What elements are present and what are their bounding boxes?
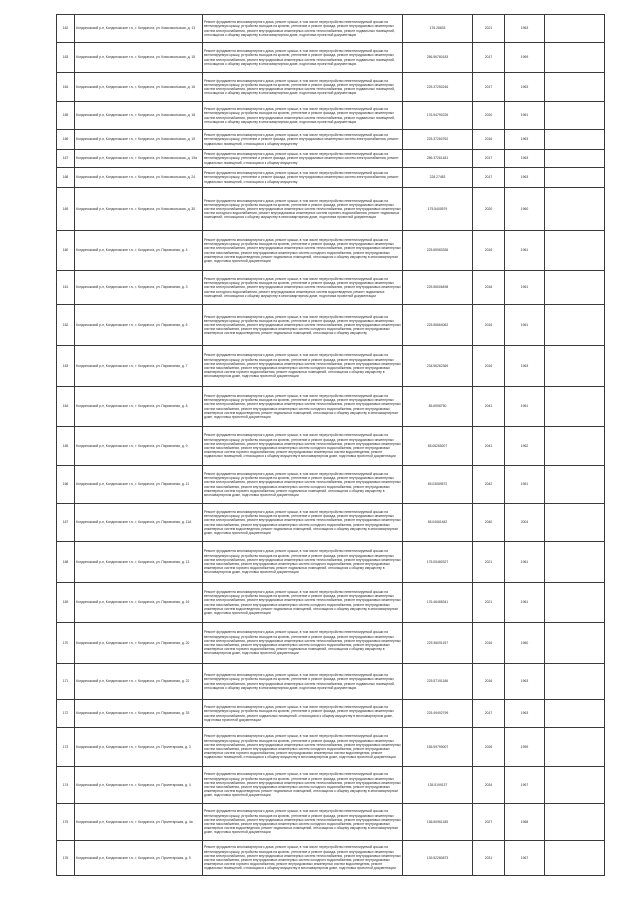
repair-year-cell: 2016 <box>473 346 505 387</box>
cost-cell: 225.37250246 <box>403 73 473 102</box>
address-cell: Кондопожский р-н, Кондопожское г.п., г. Кондопога, ул. Комсомольская, д. 18 <box>75 102 203 130</box>
row-number-cell: 161 <box>57 271 75 305</box>
works-cell: Ремонт фундамента многоквартирного дома, ремонт крыши, в том числе переустройство невентилируемой крыши на вентилируемую крышу, устройство выходов на кровлю, утепление и ремонт фасада, ремонт внутридомовых инженерных систем электроснабжения, ремонт внутридомовых инженерных систем теплоснабжения, ремонт внутридомовых инженерных систем газоснабжения, ремонт внутридомовых инженерных систем холодного водоснабжения, ремонт внутридомовых инженерных систем водоотведения, ремонт подвальных помещений, относящихся к общему имуществу <box>203 305 403 346</box>
works-cell: Ремонт фундамента многоквартирного дома, ремонт крыши, в том числе переустройство невентилируемой крыши на вентилируемую крышу, утепление и ремонт фасада, ремонт внутридомовых инженерных систем электроснабжения, ремонт подвальных помещений, относящихся к общему имуществу <box>203 150 403 168</box>
address-cell: Кондопожский р-н, Кондопожское г.п., г. Кондопога, ул. Комсомольская, д. 13 <box>75 15 203 43</box>
table-row <box>57 728 605 767</box>
table-row <box>57 271 605 305</box>
build-year-cell: 1967 <box>505 767 545 804</box>
table-row <box>57 43 605 73</box>
repair-year-cell: 2026 <box>473 728 505 767</box>
empty-cell <box>545 728 605 767</box>
cost-cell: 175.5400579 <box>403 188 473 231</box>
cost-cell: 175.05480327 <box>403 542 473 583</box>
repair-year-cell: 2017 <box>473 43 505 73</box>
empty-cell <box>545 43 605 73</box>
repair-year-cell: 2021 <box>473 15 505 43</box>
address-cell: Кондопожский р-н, Кондопожское г.п., г. Кондопога, ул. Пролетарская, д. 3 <box>75 728 203 767</box>
table-row <box>57 102 605 130</box>
cost-cell: 85.6598750 <box>403 387 473 427</box>
build-year-cell: 1963 <box>505 73 545 102</box>
works-cell: Ремонт фундамента многоквартирного дома, ремонт крыши, в том числе переустройство невентилируемой крыши на вентилируемую крышу, устройство выходов на кровлю, утепление и ремонт фасада, ремонт внутридомовых инженерных систем электроснабжения, ремонт внутридомовых инженерных систем теплоснабжения, ремонт внутридомовых инженерных систем газоснабжения, ремонт внутридомовых инженерных систем холодного водоснабжения, ремонт внутридомовых инженерных систем горячего водоснабжения, ремонт внутридомовых инженерных систем водоотведения, ремонт подвальных помещений, относящихся к общему имуществу в многоквартирном доме, подготовка проектной документации <box>203 427 403 466</box>
empty-cell <box>545 700 605 728</box>
address-cell: Кондопожский р-н, Кондопожское г.п., г. Кондопога, ул. Комсомольская, д. 19а <box>75 150 203 168</box>
empty-cell <box>545 188 605 231</box>
works-cell: Ремонт фундамента многоквартирного дома, ремонт крыши, в том числе переустройство невентилируемой крыши на вентилируемую крышу, устройство выходов на кровлю, утепление и ремонт фасада, ремонт внутридомовых инженерных систем электроснабжения, ремонт внутридомовых инженерных систем теплоснабжения, ремонт подвальных помещений, относящихся к общему имуществу в многоквартирном доме, подготовка проектной документации <box>203 664 403 700</box>
table-row <box>57 168 605 188</box>
cost-cell: 176.54790226 <box>403 102 473 130</box>
address-cell: Кондопожский р-н, Кондопожское г.п., г. Кондопога, ул. Паровозная, д. 33 <box>75 700 203 728</box>
build-year-cell: 1961 <box>505 305 545 346</box>
repair-year-cell: 2016 <box>473 305 505 346</box>
empty-cell <box>545 841 605 876</box>
cost-cell: 176.26633 <box>403 15 473 43</box>
empty-cell <box>545 804 605 841</box>
table-row <box>57 767 605 804</box>
cost-cell: 234.56262369 <box>403 346 473 387</box>
table-row <box>57 231 605 271</box>
table-row <box>57 466 605 504</box>
row-number-cell: 160 <box>57 231 75 271</box>
repair-year-cell: 2041 <box>473 427 505 466</box>
build-year-cell: 1961 <box>505 466 545 504</box>
cost-cell: 156.50961185 <box>403 804 473 841</box>
address-cell: Кондопожский р-н, Кондопожское г.п., г. Кондопога, ул. Паровозная, д. 16 <box>75 583 203 623</box>
empty-cell <box>545 73 605 102</box>
empty-cell <box>545 150 605 168</box>
table-row <box>57 623 605 664</box>
repair-year-cell: 2017 <box>473 700 505 728</box>
empty-cell <box>545 767 605 804</box>
empty-cell <box>545 623 605 664</box>
empty-cell <box>545 15 605 43</box>
table-row <box>57 841 605 876</box>
build-year-cell: 1963 <box>505 150 545 168</box>
build-year-cell: 1963 <box>505 664 545 700</box>
address-cell: Кондопожский р-н, Кондопожское г.п., г. Кондопога, ул. Паровозная, д. 22 <box>75 664 203 700</box>
repair-year-cell: 2016 <box>473 231 505 271</box>
works-cell: Ремонт фундамента многоквартирного дома, ремонт крыши, в том числе переустройство невентилируемой крыши на вентилируемую крышу, устройство выходов на кровлю, утепление и ремонт фасада, ремонт внутридомовых инженерных систем электроснабжения, ремонт подвальных помещений, относящихся к общему имуществу в многоквартирном доме, подготовка проектной документации <box>203 700 403 728</box>
works-cell: Ремонт фундамента многоквартирного дома, ремонт крыши, в том числе переустройство невентилируемой крыши на вентилируемую крышу, устройство выходов на кровлю, утепление и ремонт фасада, ремонт внутридомовых инженерных систем электроснабжения, ремонт внутридомовых инженерных систем теплоснабжения, ремонт внутридомовых инженерных систем газоснабжения, ремонт внутридомовых инженерных систем холодного водоснабжения, ремонт внутридомовых инженерных систем водоотведения, ремонт подвальных помещений, относящихся к общему имуществу в многоквартирном доме, подготовка проектной документации <box>203 583 403 623</box>
address-cell: Кондопожский р-н, Кондопожское г.п., г. Кондопога, ул. Пролетарская, д. 4 <box>75 767 203 804</box>
table-row <box>57 583 605 623</box>
cost-cell: 65.03089572 <box>403 466 473 504</box>
cost-cell: 228.27483 <box>403 168 473 188</box>
works-cell: Ремонт фундамента многоквартирного дома, ремонт крыши, в том числе переустройство невентилируемой крыши на вентилируемую крышу, устройство выходов на кровлю, утепление и ремонт фасада, ремонт внутридомовых инженерных систем электроснабжения, ремонт внутридомовых инженерных систем теплоснабжения, ремонт внутридомовых инженерных систем газоснабжения, ремонт внутридомовых инженерных систем холодного водоснабжения, ремонт внутридомовых инженерных систем горячего водоснабжения, ремонт внутридомовых инженерных систем водоотведения, ремонт подвальных помещений, относящихся к общему имуществу в многоквартирном доме, подготовка проектной документации <box>203 728 403 767</box>
repair-year-cell: 2042 <box>473 466 505 504</box>
works-cell: Ремонт фундамента многоквартирного дома, ремонт крыши, в том числе переустройство невентилируемой крыши на вентилируемую крышу, устройство выходов на кровлю, утепление и ремонт фасада, ремонт внутридомовых инженерных систем электроснабжения, ремонт внутридомовых инженерных систем теплоснабжения, ремонт внутридомовых инженерных систем газоснабжения, ремонт внутридомовых инженерных систем холодного водоснабжения, ремонт внутридомовых инженерных систем горячего водоснабжения, ремонт подвальных помещений, относящихся к общему имуществу в многоквартирном доме, подготовка проектной документации <box>203 542 403 583</box>
empty-cell <box>545 346 605 387</box>
address-cell: Кондопожский р-н, Кондопожское г.п., г. Кондопога, ул. Паровозная, д. 4 <box>75 231 203 271</box>
empty-cell <box>545 168 605 188</box>
table-row <box>57 305 605 346</box>
row-number-cell: 169 <box>57 188 75 231</box>
build-year-cell: 1959 <box>505 728 545 767</box>
cost-cell: 256.56780183 <box>403 43 473 73</box>
capital-repair-table <box>56 14 605 876</box>
cost-cell: 225.57191186 <box>403 664 473 700</box>
works-cell: Ремонт фундамента многоквартирного дома, ремонт крыши, в том числе переустройство невентилируемой крыши на вентилируемую крышу, утепление и ремонт фасада, ремонт внутридомовых инженерных систем электроснабжения, ремонт подвальных помещений, относящихся к общему имуществу <box>203 168 403 188</box>
cost-cell: 135.5199137 <box>403 767 473 804</box>
works-cell: Ремонт фундамента многоквартирного дома, ремонт крыши, в том числе переустройство невентилируемой крыши на вентилируемую крышу, устройство выходов на кровлю, утепление и ремонт фасада, ремонт внутридомовых инженерных систем электроснабжения, ремонт внутридомовых инженерных систем теплоснабжения, ремонт подвальных помещений, относящихся к общему имуществу в многоквартирном доме, подготовка проектной документации <box>203 43 403 73</box>
works-cell: Ремонт фундамента многоквартирного дома, ремонт крыши, в том числе переустройство невентилируемой крыши на вентилируемую крышу, устройство выходов на кровлю, утепление и ремонт фасада, ремонт внутридомовых инженерных систем электроснабжения, ремонт внутридомовых инженерных систем теплоснабжения, ремонт внутридомовых инженерных систем газоснабжения, ремонт внутридомовых инженерных систем холодного водоснабжения, ремонт внутридомовых инженерных систем водоотведения, ремонт подвальных помещений, относящихся к общему имуществу в многоквартирном доме, подготовка проектной документации <box>203 767 403 804</box>
address-cell: Кондопожский р-н, Кондопожское г.п., г. Кондопога, ул. Паровозная, д. 7 <box>75 346 203 387</box>
address-cell: Кондопожский р-н, Кондопожское г.п., г. Кондопога, ул. Пролетарская, д. 4а <box>75 804 203 841</box>
row-number-cell: 166 <box>57 130 75 150</box>
address-cell: Кондопожский р-н, Кондопожское г.п., г. Кондопога, ул. Паровозная, д. 11 <box>75 466 203 504</box>
repair-year-cell: 2020 <box>473 102 505 130</box>
works-cell: Ремонт фундамента многоквартирного дома, ремонт крыши, в том числе переустройство невентилируемой крыши на вентилируемую крышу, устройство выходов на кровлю, утепление и ремонт фасада, ремонт внутридомовых инженерных систем электроснабжения, ремонт внутридомовых инженерных систем теплоснабжения, ремонт внутридомовых инженерных систем газоснабжения, ремонт внутридомовых инженерных систем холодного водоснабжения, ремонт внутридомовых инженерных систем горячего водоснабжения, ремонт внутридомовых инженерных систем водоотведения, ремонт подвальных помещений, относящихся к общему имуществу в многоквартирном доме, подготовка проектной документации <box>203 841 403 876</box>
works-cell: Ремонт фундамента многоквартирного дома, ремонт крыши, в том числе переустройство невентилируемой крыши на вентилируемую крышу, устройство выходов на кровлю, утепление и ремонт фасада, ремонт внутридомовых инженерных систем электроснабжения, ремонт внутридомовых инженерных систем теплоснабжения, ремонт внутридомовых инженерных систем холодного водоснабжения, ремонт внутридомовых инженерных систем горячего водоснабжения, ремонт подвальных помещений, относящихся к общему имуществу в многоквартирном доме, подготовка проектной документации <box>203 188 403 231</box>
row-number-cell: 168 <box>57 542 75 583</box>
repair-year-cell: 2041 <box>473 387 505 427</box>
empty-cell <box>545 664 605 700</box>
works-cell: Ремонт фундамента многоквартирного дома, ремонт крыши, в том числе переустройство невентилируемой крыши на вентилируемую крышу, устройство выходов на кровлю, утепление и ремонт фасада, ремонт внутридомовых инженерных систем электроснабжения, ремонт внутридомовых инженерных систем теплоснабжения, ремонт внутридомовых инженерных систем газоснабжения, ремонт внутридомовых инженерных систем холодного водоснабжения, ремонт внутридомовых инженерных систем водоотведения, ремонт подвальных помещений, относящихся к общему имуществу в многоквартирном доме, подготовка проектной документации <box>203 387 403 427</box>
works-cell: Ремонт фундамента многоквартирного дома, ремонт крыши, в том числе переустройство невентилируемой крыши на вентилируемую крышу, устройство выходов на кровлю, утепление и ремонт фасада, ремонт внутридомовых инженерных систем электроснабжения, ремонт внутридомовых инженерных систем теплоснабжения, ремонт внутридомовых инженерных систем газоснабжения, ремонт внутридомовых инженерных систем холодного водоснабжения, ремонт внутридомовых инженерных систем горячего водоснабжения, ремонт подвальных помещений, относящихся к общему имуществу в многоквартирном доме, подготовка проектной документации <box>203 623 403 664</box>
row-number-cell: 170 <box>57 623 75 664</box>
cost-cell: 225.49492799 <box>403 700 473 728</box>
build-year-cell: 1967 <box>505 841 545 876</box>
address-cell: Кондопожский р-н, Кондопожское г.п., г. Кондопога, ул. Паровозная, д. 6 <box>75 305 203 346</box>
cost-cell: 225.36091157 <box>403 623 473 664</box>
row-number-cell: 164 <box>57 73 75 102</box>
row-number-cell: 167 <box>57 150 75 168</box>
table-row <box>57 700 605 728</box>
build-year-cell: 1961 <box>505 387 545 427</box>
address-cell: Кондопожский р-н, Кондопожское г.п., г. Кондопога, ул. Паровозная, д. 8 <box>75 387 203 427</box>
build-year-cell: 1963 <box>505 700 545 728</box>
build-year-cell: 1962 <box>505 427 545 466</box>
empty-cell <box>545 271 605 305</box>
repair-year-cell: 2017 <box>473 150 505 168</box>
repair-year-cell: 2040 <box>473 504 505 542</box>
empty-cell <box>545 583 605 623</box>
address-cell: Кондопожский р-н, Кондопожское г.п., г. Кондопога, ул. Паровозная, д. 9 <box>75 427 203 466</box>
repair-year-cell: 2027 <box>473 804 505 841</box>
cost-cell: 155.59799007 <box>403 728 473 767</box>
empty-cell <box>545 466 605 504</box>
table-row <box>57 73 605 102</box>
build-year-cell: 1961 <box>505 271 545 305</box>
works-cell: Ремонт фундамента многоквартирного дома, ремонт крыши, в том числе переустройство невентилируемой крыши на вентилируемую крышу, устройство выходов на кровлю, утепление и ремонт фасада, ремонт внутридомовых инженерных систем электроснабжения, ремонт внутридомовых инженерных систем теплоснабжения, ремонт подвальных помещений, относящихся к общему имуществу в многоквартирном доме, подготовка проектной документации <box>203 102 403 130</box>
row-number-cell: 163 <box>57 346 75 387</box>
build-year-cell: 1968 <box>505 804 545 841</box>
works-cell: Ремонт фундамента многоквартирного дома, ремонт крыши, в том числе переустройство невентилируемой крыши на вентилируемую крышу, устройство выходов на кровлю, утепление и ремонт фасада, ремонт внутридомовых инженерных систем электроснабжения, ремонт внутридомовых инженерных систем теплоснабжения, ремонт подвальных помещений, относящихся к общему имуществу в многоквартирном доме, подготовка проектной документации <box>203 15 403 43</box>
row-number-cell: 163 <box>57 43 75 73</box>
address-cell: Кондопожский р-н, Кондопожское г.п., г. Кондопога, ул. Комсомольская, д. 30 <box>75 188 203 231</box>
address-cell: Кондопожский р-н, Кондопожское г.п., г. Кондопога, ул. Пролетарская, д. 5 <box>75 841 203 876</box>
repair-year-cell: 2016 <box>473 130 505 150</box>
works-cell: Ремонт фундамента многоквартирного дома, ремонт крыши, в том числе переустройство невентилируемой крыши на вентилируемую крышу, устройство выходов на кровлю, утепление и ремонт фасада, ремонт внутридомовых инженерных систем электроснабжения, ремонт внутридомовых инженерных систем теплоснабжения, ремонт внутридомовых инженерных систем газоснабжения, ремонт внутридомовых инженерных систем холодного водоснабжения, ремонт внутридомовых инженерных систем горячего водоснабжения, ремонт подвальных помещений, относящихся к общему имуществу в многоквартирном доме, подготовка проектной документации <box>203 466 403 504</box>
repair-year-cell: 2034 <box>473 767 505 804</box>
works-cell: Ремонт фундамента многоквартирного дома, ремонт крыши, в том числе переустройство невентилируемой крыши на вентилируемую крышу, устройство выходов на кровлю, утепление и ремонт фасада, ремонт внутридомовых инженерных систем электроснабжения, ремонт внутридомовых инженерных систем теплоснабжения, ремонт внутридомовых инженерных систем газоснабжения, ремонт внутридомовых инженерных систем холодного водоснабжения, ремонт внутридомовых инженерных систем водоотведения, ремонт подвальных помещений, относящихся к общему имуществу в многоквартирном доме, подготовка проектной документации <box>203 504 403 542</box>
table-row <box>57 664 605 700</box>
repair-year-cell: 2016 <box>473 664 505 700</box>
address-cell: Кондопожский р-н, Кондопожское г.п., г. Кондопога, ул. Комсомольская, д. 16 <box>75 73 203 102</box>
table-row <box>57 150 605 168</box>
row-number-cell: 173 <box>57 728 75 767</box>
row-number-cell: 174 <box>57 767 75 804</box>
cost-cell: 225.56664062 <box>403 305 473 346</box>
row-number-cell: 162 <box>57 15 75 43</box>
repair-year-cell: 2031 <box>473 841 505 876</box>
build-year-cell: 1961 <box>505 102 545 130</box>
works-cell: Ремонт фундамента многоквартирного дома, ремонт крыши, в том числе переустройство невентилируемой крыши на вентилируемую крышу, устройство выходов на кровлю, утепление и ремонт фасада, ремонт внутридомовых инженерных систем электроснабжения, ремонт внутридомовых инженерных систем теплоснабжения, ремонт внутридомовых инженерных систем газоснабжения, ремонт внутридомовых инженерных систем холодного водоснабжения, ремонт внутридомовых инженерных систем горячего водоснабжения, ремонт подвальных помещений, относящихся к общему имуществу в многоквартирном доме, подготовка проектной документации <box>203 346 403 387</box>
works-cell: Ремонт фундамента многоквартирного дома, ремонт крыши, в том числе переустройство невентилируемой крыши на вентилируемую крышу, устройство выходов на кровлю, утепление и ремонт фасада, ремонт внутридомовых инженерных систем электроснабжения, ремонт внутридомовых инженерных систем теплоснабжения, ремонт внутридомовых инженерных систем газоснабжения, ремонт внутридомовых инженерных систем холодного водоснабжения, ремонт внутридомовых инженерных систем водоотведения, ремонт подвальных помещений, относящихся к общему имуществу в многоквартирном доме, подготовка проектной документации <box>203 804 403 841</box>
table-body <box>57 15 605 876</box>
build-year-cell: 1961 <box>505 542 545 583</box>
repair-year-cell: 2017 <box>473 73 505 102</box>
cost-cell: 225.85983336 <box>403 231 473 271</box>
cost-cell: 65.06265207 <box>403 427 473 466</box>
empty-cell <box>545 504 605 542</box>
empty-cell <box>545 427 605 466</box>
cost-cell: 225.56006498 <box>403 271 473 305</box>
works-cell: Ремонт фундамента многоквартирного дома, ремонт крыши, в том числе переустройство невентилируемой крыши на вентилируемую крышу, утепление и ремонт фасада, ремонт внутридомовых инженерных систем электроснабжения, ремонт подвальных помещений, относящихся к общему имуществу <box>203 130 403 150</box>
repair-year-cell: 2021 <box>473 583 505 623</box>
build-year-cell: 1961 <box>505 583 545 623</box>
cost-cell: 65.04061482 <box>403 504 473 542</box>
row-number-cell: 172 <box>57 700 75 728</box>
address-cell: Кондопожский р-н, Кондопожское г.п., г. Кондопога, ул. Комсомольская, д. 24 <box>75 168 203 188</box>
table-row <box>57 387 605 427</box>
build-year-cell: 1960 <box>505 623 545 664</box>
empty-cell <box>545 387 605 427</box>
repair-year-cell: 2016 <box>473 623 505 664</box>
address-cell: Кондопожский р-н, Кондопожское г.п., г. Кондопога, ул. Паровозная, д. 11А <box>75 504 203 542</box>
table-row <box>57 542 605 583</box>
row-number-cell: 171 <box>57 664 75 700</box>
address-cell: Кондопожский р-н, Кондопожское г.п., г. Кондопога, ул. Комсомольская, д. 19 <box>75 130 203 150</box>
row-number-cell: 167 <box>57 504 75 542</box>
table-row <box>57 427 605 466</box>
repair-year-cell: 2021 <box>473 542 505 583</box>
works-cell: Ремонт фундамента многоквартирного дома, ремонт крыши, в том числе переустройство невентилируемой крыши на вентилируемую крышу, устройство выходов на кровлю, утепление и ремонт фасада, ремонт внутридомовых инженерных систем электроснабжения, ремонт внутридомовых инженерных систем теплоснабжения, ремонт внутридомовых инженерных систем газоснабжения, ремонт внутридомовых инженерных систем холодного водоснабжения, ремонт внутридомовых инженерных систем водоотведения, ремонт подвальных помещений, относящихся к общему имуществу в многоквартирном доме, подготовка проектной документации <box>203 231 403 271</box>
build-year-cell: 2004 <box>505 504 545 542</box>
table-row <box>57 346 605 387</box>
build-year-cell: 1963 <box>505 346 545 387</box>
row-number-cell: 164 <box>57 387 75 427</box>
works-cell: Ремонт фундамента многоквартирного дома, ремонт крыши, в том числе переустройство невентилируемой крыши на вентилируемую крышу, устройство выходов на кровлю, утепление и ремонт фасада, ремонт внутридомовых инженерных систем электроснабжения, ремонт внутридомовых инженерных систем теплоснабжения, ремонт подвальных помещений, относящихся к общему имуществу в многоквартирном доме, подготовка проектной документации <box>203 73 403 102</box>
repair-year-cell: 2020 <box>473 188 505 231</box>
row-number-cell: 165 <box>57 427 75 466</box>
row-number-cell: 168 <box>57 168 75 188</box>
table-row <box>57 504 605 542</box>
build-year-cell: 1969 <box>505 43 545 73</box>
build-year-cell: 1963 <box>505 130 545 150</box>
address-cell: Кондопожский р-н, Кондопожское г.п., г. Кондопога, ул. Паровозная, д. 20 <box>75 623 203 664</box>
row-number-cell: 166 <box>57 466 75 504</box>
works-cell: Ремонт фундамента многоквартирного дома, ремонт крыши, в том числе переустройство невентилируемой крыши на вентилируемую крышу, устройство выходов на кровлю, утепление и ремонт фасада, ремонт внутридомовых инженерных систем электроснабжения, ремонт внутридомовых инженерных систем теплоснабжения, ремонт внутридомовых инженерных систем холодного водоснабжения, ремонт внутридомовых инженерных систем водоотведения, ремонт подвальных помещений, относящихся к общему имуществу в многоквартирном доме, подготовка проектной документации <box>203 271 403 305</box>
table-row <box>57 130 605 150</box>
cost-cell: 139.52280873 <box>403 841 473 876</box>
repair-year-cell: 2017 <box>473 168 505 188</box>
build-year-cell: 1960 <box>505 188 545 231</box>
cost-cell: 176.46488341 <box>403 583 473 623</box>
cost-cell: 225.37260762 <box>403 130 473 150</box>
repair-year-cell: 2018 <box>473 271 505 305</box>
table-row <box>57 804 605 841</box>
row-number-cell: 165 <box>57 102 75 130</box>
empty-cell <box>545 130 605 150</box>
build-year-cell: 1963 <box>505 168 545 188</box>
cost-cell: 256.37261481 <box>403 150 473 168</box>
build-year-cell: 1961 <box>505 231 545 271</box>
row-number-cell: 162 <box>57 305 75 346</box>
table-row <box>57 188 605 231</box>
address-cell: Кондопожский р-н, Кондопожское г.п., г. Кондопога, ул. Комсомольская, д. 15 <box>75 43 203 73</box>
empty-cell <box>545 542 605 583</box>
row-number-cell: 169 <box>57 583 75 623</box>
address-cell: Кондопожский р-н, Кондопожское г.п., г. Кондопога, ул. Паровозная, д. 3 <box>75 271 203 305</box>
address-cell: Кондопожский р-н, Кондопожское г.п., г. Кондопога, ул. Паровозная, д. 13 <box>75 542 203 583</box>
empty-cell <box>545 231 605 271</box>
empty-cell <box>545 102 605 130</box>
empty-cell <box>545 305 605 346</box>
row-number-cell: 175 <box>57 804 75 841</box>
row-number-cell: 176 <box>57 841 75 876</box>
build-year-cell: 1963 <box>505 15 545 43</box>
table-row <box>57 15 605 43</box>
